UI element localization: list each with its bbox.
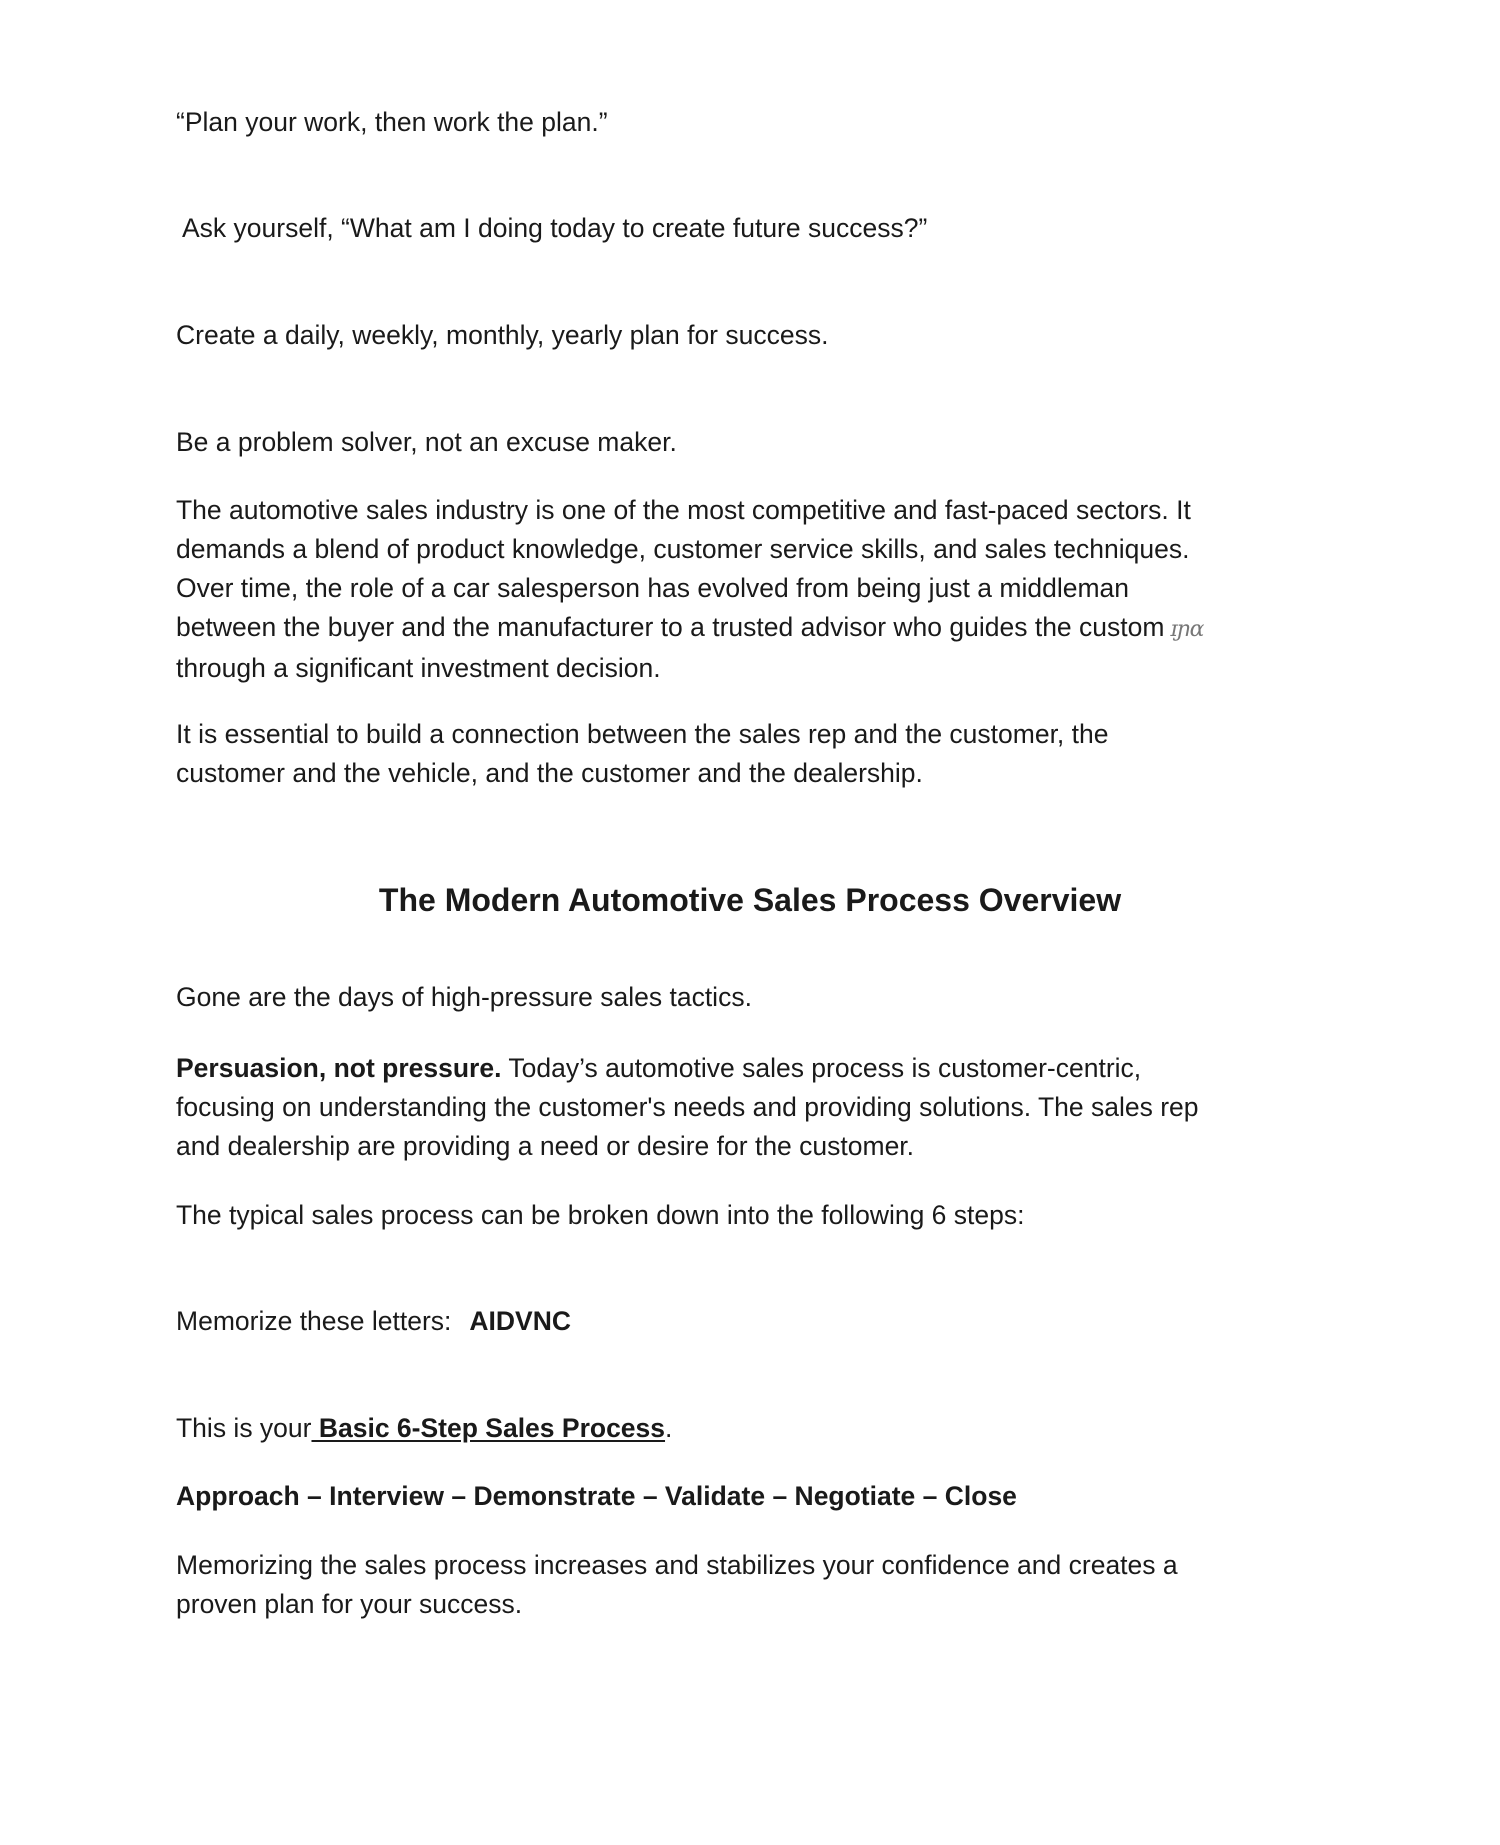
intro-line: demands a blend of product knowledge, customer service skills, and sales techniques. [176,534,1190,564]
typical-process-text: The typical sales process can be broken down into the following 6 steps: [176,1200,1025,1230]
persuasion-line1-rest: Today’s automotive sales process is customer-centric, [501,1053,1142,1083]
connection-paragraph [176,715,1336,793]
persuasion-paragraph [176,1049,1336,1166]
persuasion-line [176,1049,1336,1088]
closing-line: proven plan for your success. [176,1589,523,1619]
memorize-letters: AIDVNC [469,1306,571,1336]
basic-process-line [176,1409,1326,1448]
intro-line: The automotive sales industry is one of the most competitive and fast-paced sectors. It [176,495,1191,525]
intro-line [176,608,1336,649]
intro-line-text: between the buyer and the manufacturer to a trusted advisor who guides the custom [176,612,1165,642]
intro-paragraph [176,491,1336,688]
handwritten-scribble: ɪɲɑ [1170,617,1204,642]
intro-line: Over time, the role of a car salesperson has evolved from being just a middleman [176,573,1129,603]
closing-paragraph [176,1546,1336,1624]
closing-line: Memorizing the sales process increases and stabilizes your confidence and creates a [176,1550,1178,1580]
persuasion-bold-lead: Persuasion, not pressure. [176,1053,502,1083]
section-heading: The Modern Automotive Sales Process Overview [378,882,1122,918]
memorize-label: Memorize these letters: [176,1306,452,1336]
quote-ask-yourself: Ask yourself, “What am I doing today to create future success?” [182,213,928,243]
basic-process-suffix: . [665,1413,673,1443]
intro-line: through a significant investment decision. [176,653,661,683]
persuasion-line: and dealership are providing a need or desire for the customer. [176,1131,915,1161]
steps-line: Approach – Interview – Demonstrate – Validate – Negotiate – Close [176,1481,1017,1511]
basic-process-link[interactable]: Basic 6-Step Sales Process [311,1413,666,1443]
connection-line: It is essential to build a connection between the sales rep and the customer, the [176,719,1109,749]
quote-plan-work: “Plan your work, then work the plan.” [176,107,608,137]
memorize-line [176,1302,1326,1341]
problem-solver-text: Be a problem solver, not an excuse maker. [176,427,677,457]
persuasion-line: focusing on understanding the customer's needs and providing solutions. The sales rep [176,1092,1199,1122]
connection-line: customer and the vehicle, and the customer and the dealership. [176,758,923,788]
basic-process-prefix: This is your [176,1413,312,1443]
gone-days-text: Gone are the days of high-pressure sales tactics. [176,982,752,1012]
daily-plan-text: Create a daily, weekly, monthly, yearly plan for success. [176,320,829,350]
